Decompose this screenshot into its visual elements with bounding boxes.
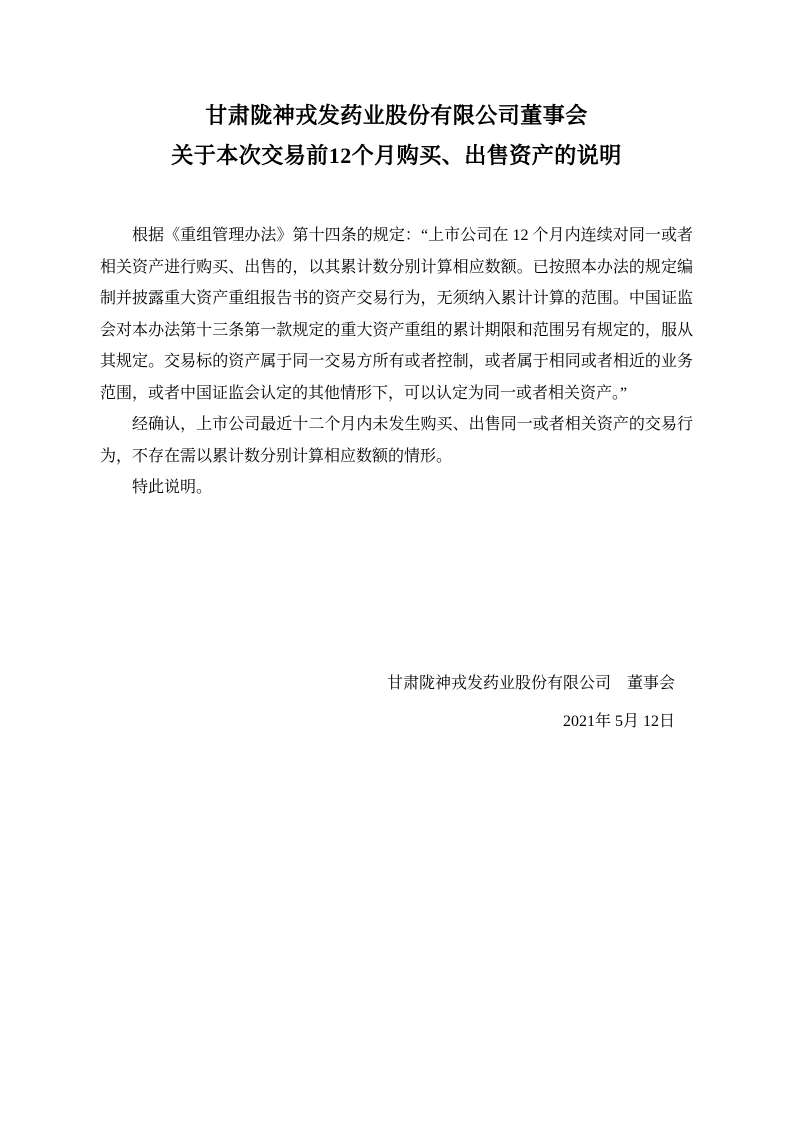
document-subtitle: 关于本次交易前12个月购买、出售资产的说明 [171, 143, 622, 168]
signature-block [387, 668, 675, 737]
paragraph-regulation-quote: 根据《重组管理办法》第十四条的规定：“上市公司在 12 个月内连续对同一或者相关资产进行购买、出售的，以其累计数分别计算相应数额。已按照本办法的规定编制并披露重大资产重组报告书的资产交易行为，无须纳入累计计算的范围。中国证监会对本办法第十三条第一款规定的重大资产重组的累计期限和范围另有规定的，服从其规定。交易标的资产属于同一交易方所有或者控制，或者属于相同或者相近的业务范围，或者中国证监会认定的其他情形下，可以认定为同一或者相关资产。” [100, 227, 693, 402]
paragraph-confirmation: 经确认，上市公司最近十二个月内未发生购买、出售同一或者相关资产的交易行为，不存在需以累计数分别计算相应数额的情形。 [100, 416, 693, 465]
document-title: 甘肃陇神戎发药业股份有限公司董事会 [205, 103, 588, 128]
document-title-block [100, 96, 693, 176]
signature-date: 2021年 5月 12日 [562, 712, 675, 730]
document-body [100, 220, 693, 504]
signature-company: 甘肃陇神戎发药业股份有限公司 董事会 [386, 675, 675, 692]
paragraph-closing-statement: 特此说明。 [132, 479, 213, 496]
